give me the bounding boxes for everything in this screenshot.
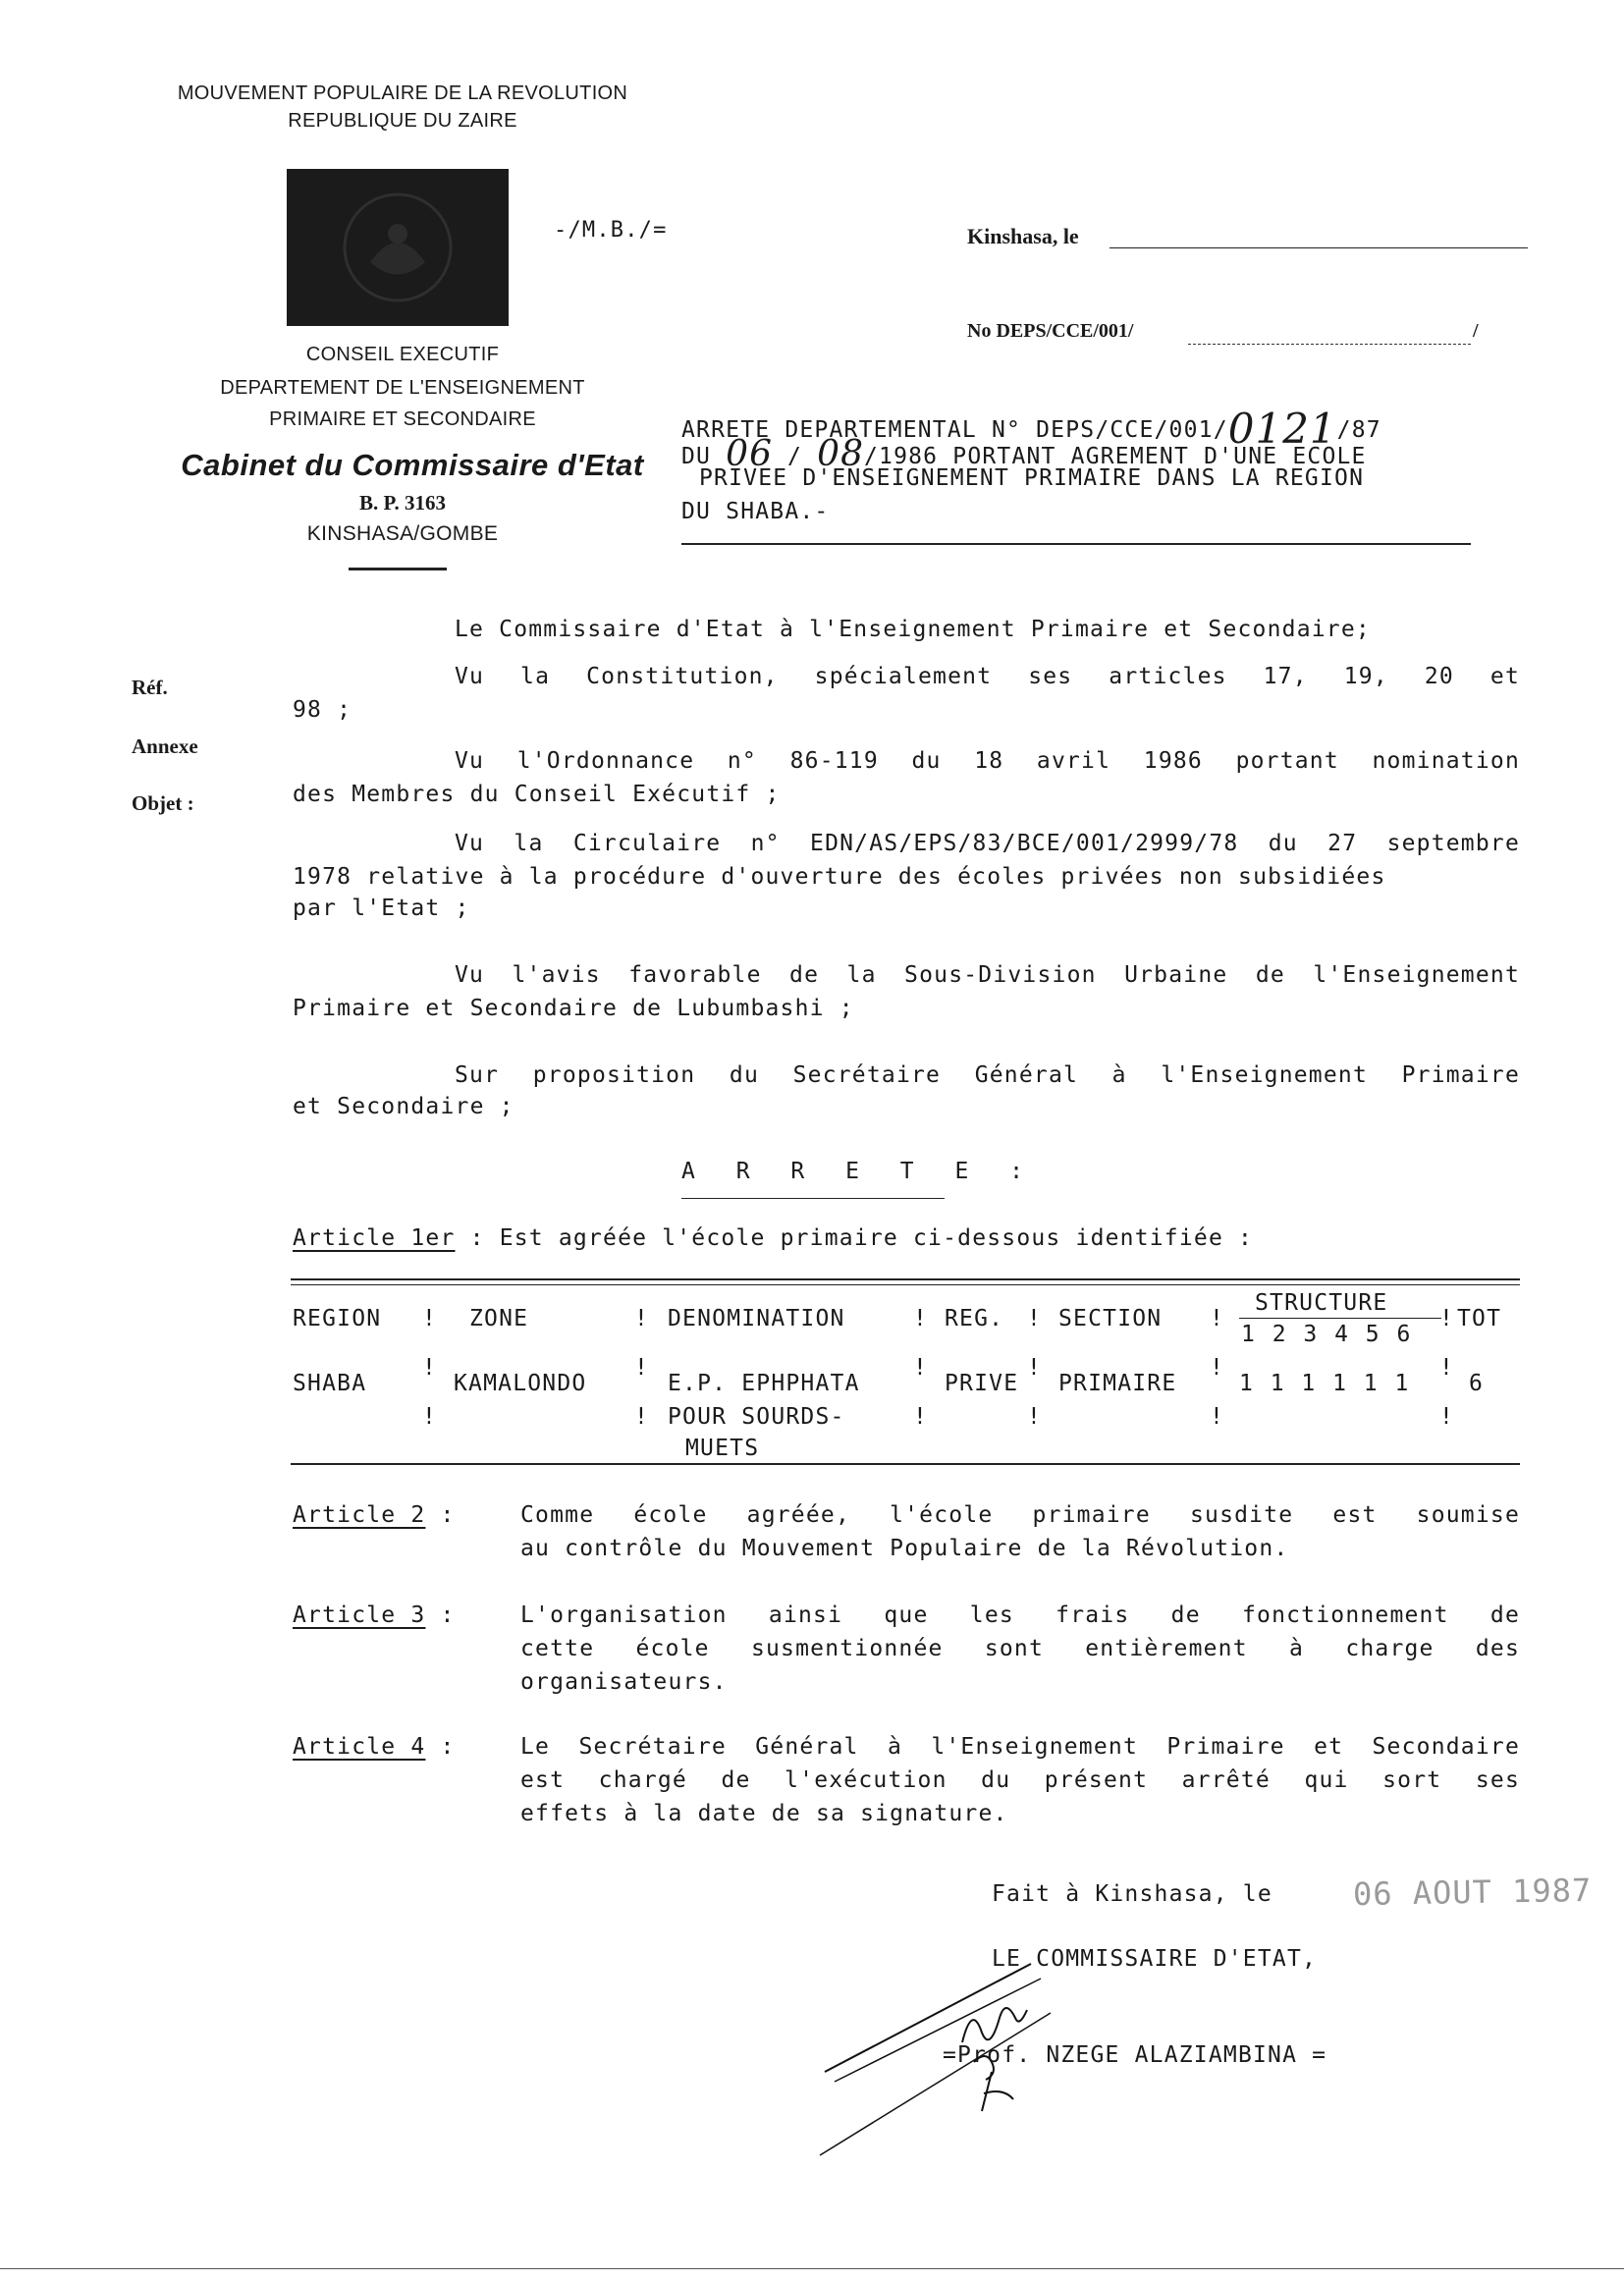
row-sep-1a: !	[422, 1355, 438, 1381]
title-line-4: DU SHABA.-	[681, 499, 830, 524]
article-4-line-2: est chargé de l'exécution du présent arrêté qui sort ses	[520, 1767, 1520, 1793]
th-reg: REG.	[945, 1306, 1004, 1331]
th-sep-3: !	[913, 1306, 929, 1331]
cabinet-title: Cabinet du Commissaire d'Etat	[181, 448, 644, 482]
row-sep-3b: !	[913, 1404, 929, 1430]
signatory-title: LE COMMISSAIRE D'ETAT,	[992, 1946, 1318, 1972]
th-structure: STRUCTURE	[1255, 1290, 1388, 1316]
th-sep-5: !	[1210, 1306, 1225, 1331]
body-preamble: Le Commissaire d'Etat à l'Enseignement Primaire et Secondaire;	[455, 617, 1371, 642]
header-city: KINSHASA/GOMBE	[306, 522, 499, 545]
state-emblem-seal	[287, 169, 509, 326]
article-1-text: : Est agréée l'école primaire ci-dessous identifiée :	[469, 1225, 1254, 1251]
header-department: DEPARTEMENT DE L'ENSEIGNEMENT	[220, 377, 585, 399]
article-3-label	[293, 1602, 456, 1628]
row-sep-2a: !	[634, 1355, 650, 1381]
arrete-heading: A R R E T E :	[681, 1159, 1038, 1184]
margin-ref: Réf.	[132, 676, 168, 699]
header-movement: MOUVEMENT POPULAIRE DE LA REVOLUTION	[177, 82, 628, 104]
body-ordonnance-line-2: des Membres du Conseil Exécutif ;	[293, 782, 781, 807]
handwritten-day: 06	[726, 434, 773, 474]
article-4-line-1: Le Secrétaire Général à l'Enseignement Primaire et Secondaire	[520, 1734, 1520, 1760]
cell-structure: 1 1 1 1 1 1	[1239, 1371, 1411, 1396]
th-denomination: DENOMINATION	[668, 1306, 845, 1331]
title-line-3: PRIVEE D'ENSEIGNEMENT PRIMAIRE DANS LA REGION	[699, 465, 1365, 491]
th-tot: TOT	[1457, 1306, 1502, 1331]
reference-number-end: /	[1473, 320, 1479, 342]
row-sep-5a: !	[1210, 1355, 1225, 1381]
reference-blank-line	[1188, 344, 1471, 345]
article-3-line-2: cette école susmentionnée sont entièrement à charge des	[520, 1636, 1520, 1661]
cell-section: PRIMAIRE	[1058, 1371, 1177, 1396]
emblem-icon	[287, 169, 509, 326]
body-circulaire-line-2: 1978 relative à la procédure d'ouverture des écoles privées non subsidiées	[293, 864, 1386, 890]
article-3-line-1: L'organisation ainsi que les frais de fonctionnement de	[520, 1602, 1520, 1628]
body-circulaire-line-3: par l'Etat ;	[293, 896, 470, 921]
margin-objet: Objet :	[132, 791, 194, 815]
title-prefix: ARRETE DEPARTEMENTAL N° DEPS/CCE/001/	[681, 417, 1228, 443]
body-avis-line-1: Vu l'avis favorable de la Sous-Division Urbaine de l'Enseignement	[455, 962, 1520, 988]
title-year: /87	[1336, 417, 1381, 443]
signatory-name: =Prof. NZEGE ALAZIAMBINA =	[943, 2042, 1327, 2068]
article-4-colon: :	[440, 1734, 456, 1760]
cell-denomination-2: POUR SOURDS-	[668, 1404, 845, 1430]
header-divider	[349, 568, 447, 570]
body-circulaire-line-1: Vu la Circulaire n° EDN/AS/EPS/83/BCE/001/2999/78 du 27 septembre	[455, 831, 1520, 856]
row-sep-3a: !	[913, 1355, 929, 1381]
article-4-label	[293, 1734, 456, 1760]
date-stamp: 06 AOUT 1987	[1352, 1871, 1593, 1914]
body-proposition-line-1: Sur proposition du Secrétaire Général à l'Enseignement Primaire	[455, 1062, 1520, 1088]
body-constitution-line-1: Vu la Constitution, spécialement ses articles 17, 19, 20 et	[455, 664, 1520, 689]
article-2-label-text: Article 2	[293, 1502, 426, 1528]
article-3-colon: :	[440, 1602, 456, 1628]
th-sep-6: !	[1439, 1306, 1455, 1331]
fait-a-kinshasa: Fait à Kinshasa, le	[992, 1881, 1272, 1907]
th-section: SECTION	[1058, 1306, 1163, 1331]
title-du: DU	[681, 444, 712, 469]
title-date-separator: /	[787, 444, 803, 469]
title-subject: /1986 PORTANT AGREMENT D'UNE ECOLE	[863, 444, 1367, 469]
header-republic: REPUBLIQUE DU ZAIRE	[288, 110, 517, 132]
th-sep-2: !	[634, 1306, 650, 1331]
arrete-underline	[681, 1198, 945, 1199]
article-2-label	[293, 1502, 456, 1528]
body-avis-line-2: Primaire et Secondaire de Lubumbashi ;	[293, 996, 854, 1021]
row-sep-5b: !	[1210, 1404, 1225, 1430]
article-2-line-2: au contrôle du Mouvement Populaire de la Révolution.	[520, 1536, 1289, 1561]
body-ordonnance-line-1: Vu l'Ordonnance n° 86-119 du 18 avril 1986 portant nomination	[455, 748, 1520, 774]
row-sep-1b: !	[422, 1404, 438, 1430]
th-zone: ZONE	[469, 1306, 529, 1331]
article-1	[293, 1225, 1253, 1251]
cell-reg: PRIVE	[945, 1371, 1019, 1396]
row-sep-6a: !	[1439, 1355, 1455, 1381]
th-region: REGION	[293, 1306, 382, 1331]
header-department-2: PRIMAIRE ET SECONDAIRE	[269, 408, 536, 430]
row-sep-2b: !	[634, 1404, 650, 1430]
article-4-label-text: Article 4	[293, 1734, 426, 1760]
cell-tot: 6	[1469, 1371, 1485, 1396]
reference-number-label: No DEPS/CCE/001/	[967, 320, 1134, 342]
cell-region: SHABA	[293, 1371, 367, 1396]
article-2-line-1: Comme école agréée, l'école primaire susdite est soumise	[520, 1502, 1520, 1528]
margin-annexe: Annexe	[132, 734, 198, 758]
po-box: B. P. 3163	[359, 491, 446, 515]
page-bottom-edge	[0, 2268, 1624, 2269]
body-constitution-line-2: 98 ;	[293, 697, 352, 723]
th-sep-4: !	[1027, 1306, 1043, 1331]
table-bottom-rule	[291, 1463, 1520, 1465]
header-council: CONSEIL EXECUTIF	[305, 344, 500, 365]
article-3-label-text: Article 3	[293, 1602, 426, 1628]
handwritten-signature	[805, 1925, 1159, 2180]
table-top-rule-2	[291, 1284, 1520, 1285]
row-sep-4b: !	[1027, 1404, 1043, 1430]
table-top-rule	[291, 1278, 1520, 1280]
row-sep-6b: !	[1439, 1404, 1455, 1430]
article-2-colon: :	[440, 1502, 456, 1528]
place-label: Kinshasa, le	[967, 224, 1079, 248]
title-underline	[681, 543, 1471, 545]
cell-denomination-1: E.P. EPHPHATA	[668, 1371, 860, 1396]
article-3-line-3: organisateurs.	[520, 1669, 728, 1695]
article-1-label: Article 1er	[293, 1225, 456, 1251]
th-structure-years: 1 2 3 4 5 6	[1241, 1322, 1413, 1347]
row-sep-4a: !	[1027, 1355, 1043, 1381]
body-proposition-line-2: et Secondaire ;	[293, 1094, 514, 1119]
date-blank-line	[1110, 247, 1528, 248]
reference-code: -/M.B./=	[554, 218, 668, 243]
handwritten-month: 08	[817, 434, 864, 474]
cell-zone: KAMALONDO	[454, 1371, 587, 1396]
handwritten-decree-number: 0121	[1227, 405, 1337, 453]
cell-denomination-3: MUETS	[685, 1436, 760, 1461]
article-4-line-3: effets à la date de sa signature.	[520, 1801, 1008, 1826]
th-structure-rule	[1239, 1318, 1441, 1319]
th-sep-1: !	[422, 1306, 438, 1331]
